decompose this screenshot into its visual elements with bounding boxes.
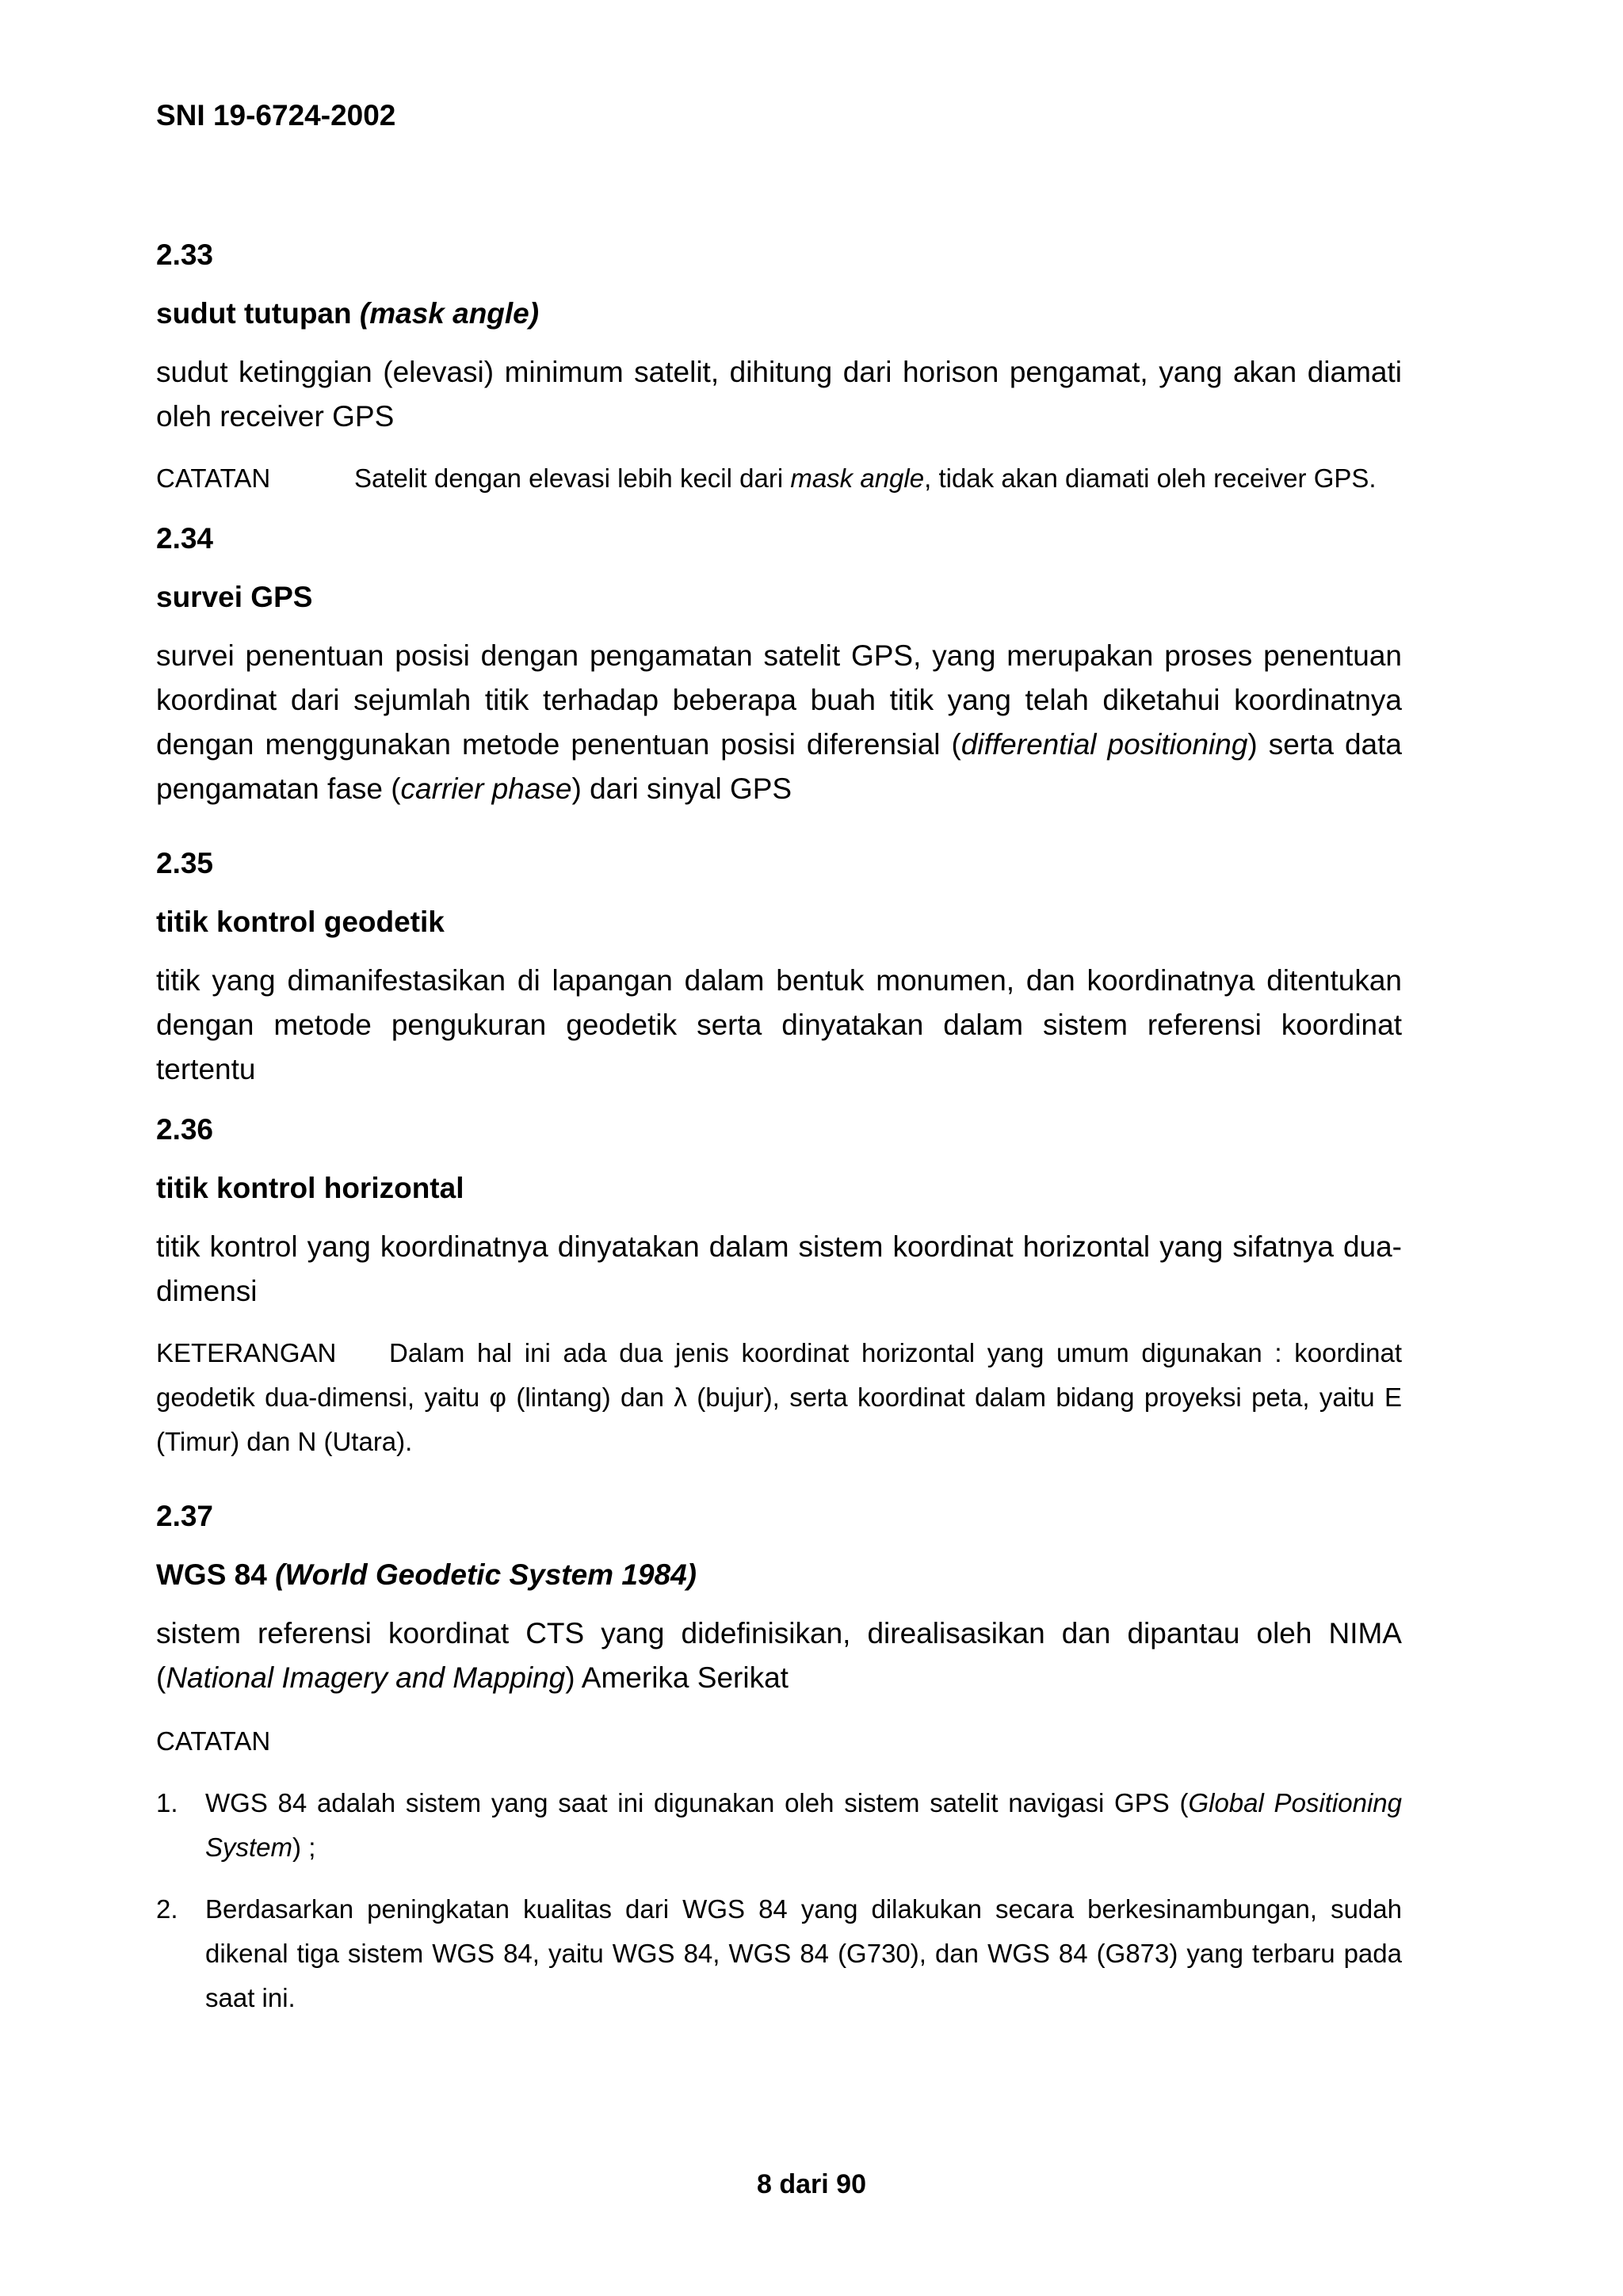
term-definition: [156, 1611, 1402, 1700]
list-item-text: Berdasarkan peningkatan kualitas dari WGS 84 yang dilakukan secara berkesinambungan, sudah dikenal tiga sistem WGS 84, yaitu WGS 84, WGS 84 (G730), dan WGS 84 (G873) yang terbaru pada saat ini.: [205, 1894, 1402, 2012]
term-2-36: [156, 1112, 1402, 1464]
def-text-italic-1: differential positioning: [960, 728, 1248, 761]
term-number: 2.37: [156, 1500, 214, 1532]
term-definition: titik yang dimanifestasikan di lapangan dalam bentuk monumen, dan koordinatnya ditentukan dengan metode pengukuran geodetik serta dinyatakan dalam sistem referensi koordinat tertentu: [156, 964, 1402, 1085]
term-title-italic: (mask angle): [359, 297, 540, 330]
term-number: 2.35: [156, 847, 214, 879]
term-2-35: [156, 846, 1402, 1092]
term-number: 2.34: [156, 522, 214, 555]
list-item-number: 2.: [156, 1894, 178, 1924]
term-2-34: [156, 521, 1402, 811]
def-text-a: sistem referensi koordinat CTS yang didefinisikan, direalisasikan dan dipantau oleh NIMA (: [156, 1617, 1402, 1694]
note-label: CATATAN: [156, 463, 271, 493]
term-number: 2.36: [156, 1113, 214, 1146]
note-text: Dalam hal ini ada dua jenis koordinat horizontal yang umum digunakan : koordinat geodetik dua-dimensi, yaitu φ (lintang) dan λ (bujur), serta koordinat dalam bidang proyeksi peta, yaitu E (Timur) dan N (Utara).: [156, 1338, 1402, 1456]
list-item: [156, 1781, 1402, 1870]
note-text-a: Satelit dengan elevasi lebih kecil dari: [354, 463, 784, 493]
term-title: survei GPS: [156, 581, 313, 613]
term-definition: [156, 634, 1402, 811]
term-title: titik kontrol horizontal: [156, 1172, 464, 1204]
def-text-a: survei penentuan posisi dengan pengamatan satelit GPS, yang merupakan proses penentuan koordinat dari sejumlah titik terhadap beberapa buah titik yang telah diketahui koordinatnya dengan menggunakan metode penentuan posisi diferensial (: [156, 639, 1402, 761]
note-text-italic: mask angle: [790, 463, 925, 493]
term-title: [156, 1558, 1402, 1592]
def-text-b: ) Amerika Serikat: [565, 1661, 789, 1694]
term-title-text: WGS 84: [156, 1558, 267, 1591]
term-title: titik kontrol geodetik: [156, 906, 445, 938]
note-label: KETERANGAN: [156, 1338, 337, 1367]
note-text-b: , tidak akan diamati oleh receiver GPS.: [924, 463, 1377, 493]
list-item-text-b: ) ;: [292, 1833, 316, 1862]
term-number: 2.33: [156, 238, 214, 271]
list-item-text-a: WGS 84 adalah sistem yang saat ini digunakan oleh sistem satelit navigasi GPS (: [205, 1788, 1189, 1817]
term-title: [156, 296, 1402, 331]
def-text-italic: National Imagery and Mapping: [166, 1661, 566, 1694]
list-item-text-italic: Global Positioning System: [205, 1788, 1402, 1862]
term-2-33: [156, 238, 1402, 501]
note-label: CATATAN: [156, 1726, 271, 1756]
term-2-37: [156, 1499, 1402, 2020]
list-item-number: 1.: [156, 1788, 178, 1817]
page-number: 8 dari 90: [757, 2169, 866, 2199]
def-text-b: ) serta data pengamatan fase (: [156, 728, 1402, 805]
def-text-c: ) dari sinyal GPS: [571, 772, 792, 805]
list-item: [156, 1887, 1402, 2020]
term-definition: titik kontrol yang koordinatnya dinyatakan dalam sistem koordinat horizontal yang sifatnya dua-dimensi: [156, 1230, 1402, 1307]
term-definition: sudut ketinggian (elevasi) minimum satelit, dihitung dari horison pengamat, yang akan diamati oleh receiver GPS: [156, 356, 1402, 433]
def-text-italic-2: carrier phase: [400, 772, 572, 805]
term-title-text: sudut tutupan: [156, 297, 352, 330]
document-code: SNI 19-6724-2002: [156, 99, 396, 132]
term-note: [156, 456, 1402, 501]
term-note: [156, 1331, 1402, 1464]
document-body: [156, 238, 1402, 2020]
term-title-italic: (World Geodetic System 1984): [275, 1558, 697, 1591]
